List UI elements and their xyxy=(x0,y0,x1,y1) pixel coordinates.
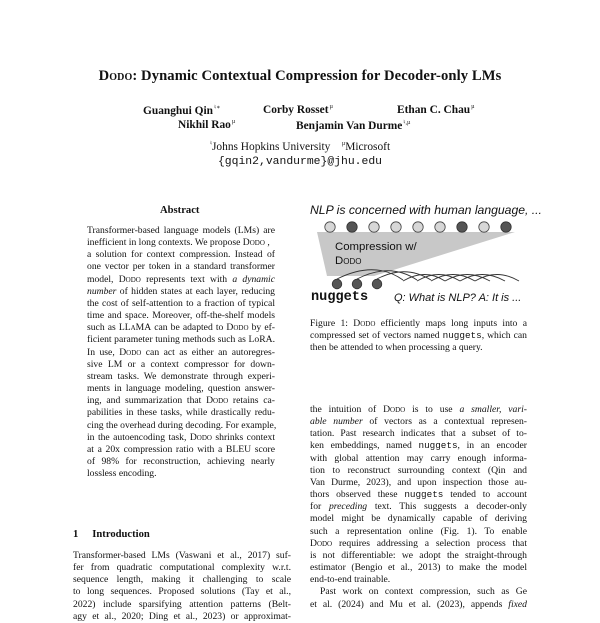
body-line: et al. (2024) and Mu et al. (2023), appends fixed xyxy=(310,598,527,610)
abstract-line: model, Dodo represents text with a dynamic xyxy=(87,273,275,285)
compression-label-text: Compression w/ xyxy=(335,241,417,253)
right-column-body xyxy=(310,404,527,611)
body-line: the intuition of Dodo is to use a smaller, vari- xyxy=(310,404,527,415)
compression-label xyxy=(335,240,417,268)
body-line: for preceding text. This suggests a decoder-only xyxy=(310,501,527,513)
abstract-line: pabilities in these tasks, while drastically redu- xyxy=(87,407,275,419)
abstract-line: number of hidden states at each layer, reducing xyxy=(87,285,275,297)
affil-mark: µ xyxy=(341,141,346,147)
body-line: such a representation online (Fig. 1). To enable xyxy=(310,525,527,537)
body-line: is not differentiable: we adopt the straight-through xyxy=(310,549,527,561)
body-line: Past work on context compression, such as Ge xyxy=(320,586,527,598)
nugget-circle xyxy=(332,279,342,289)
abstract-line: ments in language modeling, question answer- xyxy=(87,383,275,395)
token-circle xyxy=(479,222,489,232)
author-marks: ♮,µ xyxy=(403,120,411,126)
abstract-line: lossless encoding. xyxy=(87,468,157,480)
compression-name: Dodo xyxy=(335,255,362,267)
abstract-line: time and space. Moreover, off-the-shelf models xyxy=(87,310,275,322)
token-circle xyxy=(501,222,511,232)
token-circle xyxy=(325,222,335,232)
author-name: Ethan C. Chau xyxy=(397,104,471,116)
author-marks: µ xyxy=(329,104,333,110)
token-circle xyxy=(435,222,445,232)
body-line: Dodo requires addressing a selection process that xyxy=(310,537,527,549)
intro-body xyxy=(73,550,291,623)
author-name: Nikhil Rao xyxy=(178,119,231,131)
author-email: {gqin2,vandurme}@jhu.edu xyxy=(217,156,383,168)
body-line: model might be dynamically capable of deriving xyxy=(310,513,527,525)
nugget-circle xyxy=(372,279,382,289)
section-number: 1 xyxy=(73,529,79,540)
abstract-line: the cost of self-attention to a fraction of typical xyxy=(87,297,275,309)
affil-jhu: Johns Hopkins University xyxy=(212,141,331,153)
paper-title xyxy=(0,68,600,85)
abstract-line: such as LLaMA can be adapted to Dodo by ef- xyxy=(87,322,275,334)
abstract-line: a solution for context compression. Instead of xyxy=(87,249,275,261)
abstract-line: one vector per token in a standard transformer xyxy=(87,261,275,273)
token-circle xyxy=(369,222,379,232)
abstract-line: In use, Dodo can act as either an autoregres- xyxy=(87,346,275,358)
author-marks: ♮∗ xyxy=(213,105,221,111)
body-line: end-to-end trainable. xyxy=(310,574,391,586)
affil-mark: ♮ xyxy=(209,141,212,147)
author-name: Guanghui Qin xyxy=(143,105,213,117)
author-name: Corby Rosset xyxy=(263,104,329,116)
abstract-line: ficient parameter tuning methods such as LoRA. xyxy=(87,334,275,346)
abstract-line: stream tasks. We demonstrate through experi- xyxy=(87,370,275,382)
caption-line: then be attended to when processing a query. xyxy=(310,342,483,354)
abstract-line: Transformer-based language models (LMs) are xyxy=(87,225,275,236)
intro-line: sequence length, making it challenging to scale xyxy=(73,574,291,586)
intro-line: fer from quadratic computational complexity w.r.t. xyxy=(73,562,291,574)
author-marks: µ xyxy=(471,104,475,110)
body-line: tation. Past research indicates that a subset of to- xyxy=(310,428,527,440)
title-text: : Dynamic Contextual Compression for Decoder-only LMs xyxy=(132,68,502,84)
title-system-name: Dodo xyxy=(98,68,133,84)
section-heading xyxy=(73,529,150,540)
token-circle xyxy=(457,222,467,232)
section-title: Introduction xyxy=(92,529,150,540)
token-circle xyxy=(347,222,357,232)
query-text: Q: What is NLP? A: It is ... xyxy=(394,292,522,304)
author-5 xyxy=(296,119,410,132)
abstract-line: ing, and summarization that Dodo retains ca- xyxy=(87,395,275,407)
abstract-heading: Abstract xyxy=(160,205,200,216)
abstract-line: inefficient in long contexts. We propose Dodo , xyxy=(87,237,270,249)
intro-line: agy et al., 2020; Ding et al., 2023) or approximat- xyxy=(73,610,291,622)
token-circle xyxy=(391,222,401,232)
abstract-line: cing the overhead during decoding. For example, xyxy=(87,419,277,431)
author-2 xyxy=(263,104,333,116)
intro-line: Transformer-based LMs (Vaswani et al., 2017) suf- xyxy=(73,550,291,561)
affiliations xyxy=(0,140,600,153)
body-line: thors observed these nuggets tended to account xyxy=(310,489,527,501)
intro-line: 2022) include sparsifying attention patterns (Belt- xyxy=(73,598,291,610)
abstract-line: sive LM or a context compressor for down- xyxy=(87,358,275,370)
abstract-body xyxy=(87,225,275,480)
abstract-line: at a 20x compression ratio with a BLEU score xyxy=(87,443,275,455)
body-line: able number of vectors as a contextual represen- xyxy=(310,416,527,428)
nuggets-label: nuggets xyxy=(311,290,369,305)
abstract-line: in the autoencoding task, Dodo shrinks context xyxy=(87,431,275,443)
nugget-circle xyxy=(352,279,362,289)
affil-microsoft: Microsoft xyxy=(345,141,391,153)
author-3 xyxy=(397,104,475,116)
body-line: tion to reconstruct surrounding context (Qin and xyxy=(310,464,527,476)
figure-input-text: NLP is concerned with human language, ... xyxy=(310,203,542,217)
token-circle xyxy=(413,222,423,232)
author-name: Benjamin Van Durme xyxy=(296,120,403,132)
body-line: ken embeddings, named nuggets, in an encoder xyxy=(310,440,527,452)
author-marks: µ xyxy=(231,119,236,125)
caption-line: Figure 1: Dodo efficiently maps long inputs into a xyxy=(310,318,527,329)
intro-line: to long sequences. Proposed solutions (Tay et al., xyxy=(73,586,291,598)
abstract-line: of 98% for reconstruction, achieving nearly xyxy=(87,455,275,467)
body-line: Van Durme, 2023), and upon inspection those au- xyxy=(310,476,527,488)
figure-caption xyxy=(310,318,527,354)
author-4 xyxy=(178,119,235,131)
author-1 xyxy=(143,104,220,117)
body-line: with global attention may carry enough informa- xyxy=(310,452,527,464)
caption-line: compressed set of vectors named nuggets, which can xyxy=(310,330,527,342)
body-line: estimator (Bengio et al., 2013) to make the model xyxy=(310,562,527,574)
